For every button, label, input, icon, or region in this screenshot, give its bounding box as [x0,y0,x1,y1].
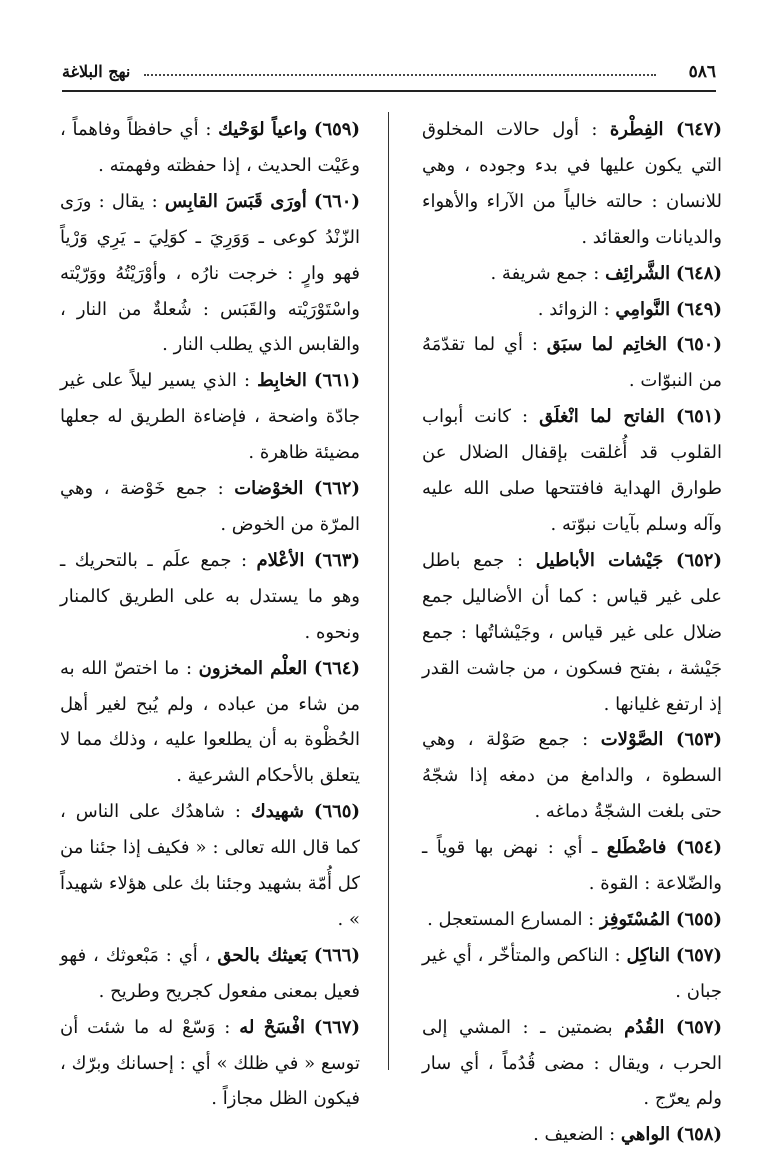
entry-number: (٦٥٧) [675,944,722,966]
entry-term: الواهي [620,1124,671,1146]
entry-number: (٦٦٥) [313,801,360,823]
glossary-entry [60,938,360,1010]
entry-definition: : أي لما تقدّمَهُ من النبوّات . [422,334,722,392]
glossary-entry [60,363,360,471]
entry-term: الخاتِم لما سبَق [546,334,668,356]
entry-definition: ، أي : مَبْعوثك ، فهو فعيل بمعنى مفعول كجريح وطريح . [60,944,360,1002]
glossary-entry [60,651,360,795]
entry-definition: : الضعيف . [533,1124,621,1146]
entry-number: (٦٦٠) [313,190,360,212]
entry-number: (٦٤٩) [675,298,722,320]
entry-definition: ـ أي : نهض بها قوياً ـ والضّلاعة : القوة . [422,837,722,895]
entry-term: بَعيثك بالحق [217,944,308,966]
entry-number: (٦٥٩) [313,119,360,140]
glossary-entry [422,292,722,328]
glossary-entry [60,1010,360,1118]
entry-number: (٦٦١) [313,370,360,392]
page-number: ٥٨٦ [688,62,716,82]
entry-term: الفاتح لما انْغلَق [539,406,665,428]
entry-term: الخوْضات [234,478,304,500]
entry-definition: : الذي يسير ليلاً على غير جادّة واضحة ، فإضاءة الطريق له جعلها مضيئة ظاهرة . [60,370,360,464]
page-header [62,60,716,92]
entry-definition: : أي حافظاً وفاهماً ، وعَيْت الحديث ، إذا حفظته وفهمته . [60,119,360,176]
glossary-entry [422,543,722,723]
entry-number: (٦٥٠) [675,334,722,356]
glossary-entry [422,830,722,902]
entry-number: (٦٤٧) [675,119,722,140]
entry-term: الخابِط [257,370,307,392]
entry-definition: : جمع خَوْضة ، وهي المرّة من الخوض . [60,478,360,535]
entry-definition: : المسارع المستعجل . [427,908,600,930]
entry-term: المُسْتَوفِز [599,908,671,930]
entry-number: (٦٥٥) [675,908,722,930]
entry-number: (٦٦٢) [313,478,360,500]
entry-number: (٦٥١) [675,406,722,428]
entry-term: الصَّوْلات [600,729,664,751]
entry-term: جَيْشات الأباطيل [535,549,664,571]
entry-definition: : جمع شريفة . [490,262,606,284]
entry-number: (٦٥٤) [675,837,722,859]
column-divider [388,112,389,1070]
entry-term: أورَى قَبَسَ القابِس [164,190,307,212]
entry-number: (٦٥٨) [675,1124,722,1146]
entry-term: فاضْطَلع [606,837,667,859]
glossary-entry [60,112,360,184]
entry-number: (٦٦٧) [313,1016,360,1038]
entry-term: الأعْلام [256,549,305,571]
glossary-entry [60,471,360,543]
entry-number: (٦٦٦) [313,944,360,966]
glossary-entry [422,1117,722,1153]
entry-definition: : ما اختصّ الله به من شاء من عباده ، ولم يُبح لغير أهل الحُظْوة به أن يطلعوا عليه ، وذلك مما لا يتعلق بالأحكام الشرعية . [60,657,360,787]
entry-definition: : جمع صَوْلة ، وهي السطوة ، والدامغ من دمغه إذا شجّهُ حتى بلغت الشجّةُ دماغه . [422,729,722,823]
glossary-entry [422,399,722,543]
entry-definition: : جمع علَم ـ بالتحريك ـ وهو ما يستدل به على الطريق كالمنار ونحوه . [60,549,360,643]
entry-number: (٦٥٣) [675,729,722,751]
entry-definition: : شاهدُك على الناس ، كما قال الله تعالى : « فكيف إذا جئنا من كل أُمّة بشهيد وجئنا بك على هؤلاء شهيداً » . [60,801,360,930]
glossary-entry [422,256,722,292]
glossary-entry [422,327,722,399]
entry-term: العلْم المخزون [198,657,308,679]
entry-term: شهيدك [250,801,304,823]
glossary-entry [422,1010,722,1118]
glossary-entry [422,112,722,256]
entry-term: الشَّرائِف [605,262,671,284]
entry-definition: بضمتين ـ : المشي إلى الحرب ، ويقال : مضى قُدُماً ، أي سار ولم يعرّج . [422,1016,722,1110]
entry-number: (٦٤٨) [675,262,722,284]
right-column [422,112,722,1153]
glossary-entry [422,722,722,830]
entry-definition: : الناكص والمتأخّر ، أي غير جبان . [422,944,722,1002]
entry-term: واعياً لوَحْيك [218,119,308,140]
entry-term: الناكِل [626,944,671,966]
entry-number: (٦٦٤) [313,657,360,679]
header-dotted-leader [144,74,656,76]
glossary-entry [60,794,360,938]
entry-definition: : وَسّعْ له ما شئت أن توسع « في ظلك » أي : إحسانك وبرّك ، فيكون الظل مجازاً . [60,1016,360,1110]
glossary-entry [422,938,722,1010]
entry-definition: : جمع باطل على غير قياس : كما أن الأضاليل جمع ضلال على غير قياس ، وجَيْشاتُها : جمع جَيْشة ، بفتح فسكون ، من جاشت القدر إذ ارتفع غليانها . [422,549,722,715]
entry-definition: : كانت أبواب القلوب قد أُغلقت بإقفال الضلال عن طوارق الهداية فافتتحها صلى الله عليه وآله وسلم بآيات نبوّته . [422,406,722,535]
entry-term: افْسَحْ له [239,1016,306,1038]
entry-term: القُدُم [624,1016,665,1038]
entry-term: الفِطْرة [609,119,664,140]
book-title: نهج البلاغة [62,62,131,81]
glossary-entry [60,543,360,651]
entry-number: (٦٥٢) [675,549,722,571]
entry-number: (٦٦٣) [313,549,360,571]
entry-definition: : الزوائد . [537,298,616,320]
glossary-entry [422,902,722,938]
left-column [60,112,360,1117]
entry-number: (٦٥٧) [675,1016,722,1038]
entry-definition: : يقال : ورَى الزّنْدُ كوعى ـ وَوَرِيَ ـ كوَلِيَ ـ يَرِي وَرْياً فهو وارٍ : خرجت نارُه ، وأوْرَيْتُهُ ووَرّيْته واسْتَوْرَيْته والقَبَس : شُعلةٌ من النار ، والقابس الذي يطلب النار . [60,190,360,356]
glossary-entry [60,184,360,364]
entry-term: النَّوامِي [615,298,671,320]
entry-definition: : أول حالات المخلوق التي يكون عليها في بدء وجوده ، وهي للانسان : حالته خالياً من الآراء والأهواء والديانات والعقائد . [422,119,722,248]
